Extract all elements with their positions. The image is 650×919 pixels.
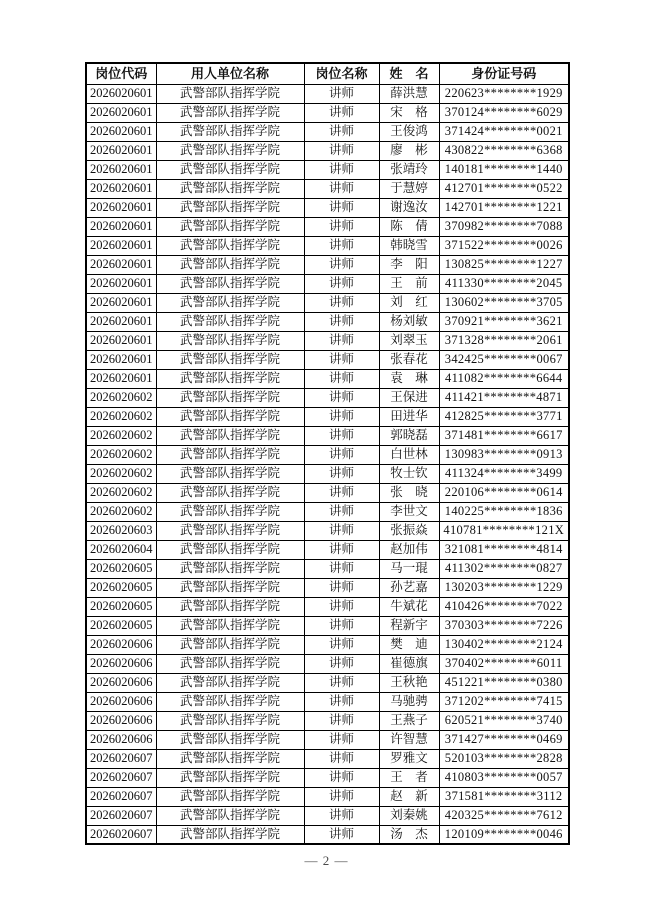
position-code-cell: 2026020601 xyxy=(86,293,156,312)
candidate-name-cell: 马驰骋 xyxy=(379,692,439,711)
position-code-cell: 2026020606 xyxy=(86,654,156,673)
table-row xyxy=(86,635,569,654)
position-code-cell: 2026020607 xyxy=(86,787,156,806)
position-title-cell: 讲师 xyxy=(304,274,379,293)
employer-name-cell: 武警部队指挥学院 xyxy=(156,502,304,521)
position-code-cell: 2026020601 xyxy=(86,369,156,388)
position-title-cell: 讲师 xyxy=(304,521,379,540)
position-code-cell: 2026020601 xyxy=(86,236,156,255)
column-header-position-title: 岗位名称 xyxy=(304,63,379,84)
id-number-cell: 370124********6029 xyxy=(439,103,569,122)
candidate-name-cell: 薛洪慧 xyxy=(379,84,439,103)
position-title-cell: 讲师 xyxy=(304,293,379,312)
candidate-name-cell: 于慧婷 xyxy=(379,179,439,198)
table-row xyxy=(86,217,569,236)
candidate-name-cell: 田进华 xyxy=(379,407,439,426)
position-title-cell: 讲师 xyxy=(304,217,379,236)
position-title-cell: 讲师 xyxy=(304,426,379,445)
position-code-cell: 2026020601 xyxy=(86,312,156,331)
id-number-cell: 411082********6644 xyxy=(439,369,569,388)
position-code-cell: 2026020606 xyxy=(86,730,156,749)
candidate-name-cell: 王 前 xyxy=(379,274,439,293)
candidate-name-cell: 张春花 xyxy=(379,350,439,369)
position-code-cell: 2026020601 xyxy=(86,331,156,350)
id-number-cell: 142701********1221 xyxy=(439,198,569,217)
position-code-cell: 2026020601 xyxy=(86,255,156,274)
employer-name-cell: 武警部队指挥学院 xyxy=(156,806,304,825)
table-row xyxy=(86,597,569,616)
position-title-cell: 讲师 xyxy=(304,635,379,654)
position-code-cell: 2026020602 xyxy=(86,502,156,521)
table-row xyxy=(86,749,569,768)
id-number-cell: 620521********3740 xyxy=(439,711,569,730)
position-code-cell: 2026020607 xyxy=(86,806,156,825)
id-number-cell: 371581********3112 xyxy=(439,787,569,806)
table-row xyxy=(86,255,569,274)
employer-name-cell: 武警部队指挥学院 xyxy=(156,179,304,198)
table-row xyxy=(86,673,569,692)
position-code-cell: 2026020602 xyxy=(86,426,156,445)
employer-name-cell: 武警部队指挥学院 xyxy=(156,559,304,578)
table-row xyxy=(86,616,569,635)
employer-name-cell: 武警部队指挥学院 xyxy=(156,274,304,293)
employer-name-cell: 武警部队指挥学院 xyxy=(156,350,304,369)
table-row xyxy=(86,768,569,787)
candidate-name-cell: 王燕子 xyxy=(379,711,439,730)
position-title-cell: 讲师 xyxy=(304,578,379,597)
id-number-cell: 371427********0469 xyxy=(439,730,569,749)
position-title-cell: 讲师 xyxy=(304,787,379,806)
position-title-cell: 讲师 xyxy=(304,806,379,825)
table-row xyxy=(86,483,569,502)
position-title-cell: 讲师 xyxy=(304,559,379,578)
id-number-cell: 410803********0057 xyxy=(439,768,569,787)
table-row xyxy=(86,787,569,806)
table-row xyxy=(86,274,569,293)
candidate-name-cell: 汤 杰 xyxy=(379,825,439,844)
candidate-name-cell: 韩晓雪 xyxy=(379,236,439,255)
position-code-cell: 2026020605 xyxy=(86,578,156,597)
candidate-name-cell: 刘翠玉 xyxy=(379,331,439,350)
position-title-cell: 讲师 xyxy=(304,141,379,160)
candidate-name-cell: 张靖玲 xyxy=(379,160,439,179)
table-row xyxy=(86,312,569,331)
table-body xyxy=(86,84,569,844)
employer-name-cell: 武警部队指挥学院 xyxy=(156,122,304,141)
position-code-cell: 2026020602 xyxy=(86,388,156,407)
position-title-cell: 讲师 xyxy=(304,483,379,502)
table-row xyxy=(86,388,569,407)
position-title-cell: 讲师 xyxy=(304,407,379,426)
candidate-name-cell: 崔德旗 xyxy=(379,654,439,673)
id-number-cell: 410426********7022 xyxy=(439,597,569,616)
position-title-cell: 讲师 xyxy=(304,84,379,103)
position-title-cell: 讲师 xyxy=(304,502,379,521)
position-title-cell: 讲师 xyxy=(304,103,379,122)
employer-name-cell: 武警部队指挥学院 xyxy=(156,198,304,217)
employer-name-cell: 武警部队指挥学院 xyxy=(156,521,304,540)
candidate-name-cell: 谢逸汝 xyxy=(379,198,439,217)
position-title-cell: 讲师 xyxy=(304,312,379,331)
employer-name-cell: 武警部队指挥学院 xyxy=(156,103,304,122)
employer-name-cell: 武警部队指挥学院 xyxy=(156,84,304,103)
id-number-cell: 370402********6011 xyxy=(439,654,569,673)
employer-name-cell: 武警部队指挥学院 xyxy=(156,597,304,616)
employer-name-cell: 武警部队指挥学院 xyxy=(156,293,304,312)
candidate-name-cell: 杨刘敏 xyxy=(379,312,439,331)
id-number-cell: 371481********6617 xyxy=(439,426,569,445)
position-title-cell: 讲师 xyxy=(304,160,379,179)
employer-name-cell: 武警部队指挥学院 xyxy=(156,141,304,160)
position-code-cell: 2026020602 xyxy=(86,407,156,426)
position-title-cell: 讲师 xyxy=(304,388,379,407)
id-number-cell: 371202********7415 xyxy=(439,692,569,711)
candidate-name-cell: 赵加伟 xyxy=(379,540,439,559)
employer-name-cell: 武警部队指挥学院 xyxy=(156,616,304,635)
position-code-cell: 2026020602 xyxy=(86,464,156,483)
table-row xyxy=(86,236,569,255)
id-number-cell: 410781********121X xyxy=(439,521,569,540)
employer-name-cell: 武警部队指挥学院 xyxy=(156,787,304,806)
table-row xyxy=(86,407,569,426)
table-row xyxy=(86,540,569,559)
position-code-cell: 2026020606 xyxy=(86,692,156,711)
candidate-name-cell: 廖 彬 xyxy=(379,141,439,160)
table-row xyxy=(86,502,569,521)
position-title-cell: 讲师 xyxy=(304,673,379,692)
employer-name-cell: 武警部队指挥学院 xyxy=(156,236,304,255)
candidate-name-cell: 张 晓 xyxy=(379,483,439,502)
position-code-cell: 2026020603 xyxy=(86,521,156,540)
candidate-name-cell: 王保进 xyxy=(379,388,439,407)
position-code-cell: 2026020604 xyxy=(86,540,156,559)
id-number-cell: 371522********0026 xyxy=(439,236,569,255)
position-title-cell: 讲师 xyxy=(304,350,379,369)
position-title-cell: 讲师 xyxy=(304,198,379,217)
table-row xyxy=(86,559,569,578)
candidate-name-cell: 王 者 xyxy=(379,768,439,787)
table-row xyxy=(86,103,569,122)
id-number-cell: 120109********0046 xyxy=(439,825,569,844)
position-title-cell: 讲师 xyxy=(304,692,379,711)
candidate-name-cell: 刘 红 xyxy=(379,293,439,312)
candidate-name-cell: 李世文 xyxy=(379,502,439,521)
table-row xyxy=(86,350,569,369)
candidate-name-cell: 孙艺嘉 xyxy=(379,578,439,597)
position-code-cell: 2026020607 xyxy=(86,768,156,787)
table-row xyxy=(86,179,569,198)
table-row xyxy=(86,464,569,483)
position-code-cell: 2026020602 xyxy=(86,445,156,464)
page-number: — 2 — xyxy=(304,853,349,868)
employer-name-cell: 武警部队指挥学院 xyxy=(156,464,304,483)
table-row xyxy=(86,331,569,350)
employer-name-cell: 武警部队指挥学院 xyxy=(156,673,304,692)
position-title-cell: 讲师 xyxy=(304,179,379,198)
table-row xyxy=(86,369,569,388)
position-code-cell: 2026020607 xyxy=(86,825,156,844)
id-number-cell: 520103********2828 xyxy=(439,749,569,768)
position-title-cell: 讲师 xyxy=(304,654,379,673)
employer-name-cell: 武警部队指挥学院 xyxy=(156,388,304,407)
position-code-cell: 2026020601 xyxy=(86,103,156,122)
position-code-cell: 2026020601 xyxy=(86,84,156,103)
table-row xyxy=(86,293,569,312)
id-number-cell: 370303********7226 xyxy=(439,616,569,635)
table-row xyxy=(86,825,569,844)
table-row xyxy=(86,84,569,103)
candidate-name-cell: 马一琨 xyxy=(379,559,439,578)
candidate-name-cell: 刘秦姚 xyxy=(379,806,439,825)
employer-name-cell: 武警部队指挥学院 xyxy=(156,730,304,749)
table-row xyxy=(86,692,569,711)
id-number-cell: 220623********1929 xyxy=(439,84,569,103)
employer-name-cell: 武警部队指挥学院 xyxy=(156,407,304,426)
employer-name-cell: 武警部队指挥学院 xyxy=(156,331,304,350)
position-title-cell: 讲师 xyxy=(304,597,379,616)
table-row xyxy=(86,521,569,540)
position-title-cell: 讲师 xyxy=(304,825,379,844)
id-number-cell: 130402********2124 xyxy=(439,635,569,654)
id-number-cell: 411324********3499 xyxy=(439,464,569,483)
position-title-cell: 讲师 xyxy=(304,122,379,141)
employer-name-cell: 武警部队指挥学院 xyxy=(156,426,304,445)
id-number-cell: 130983********0913 xyxy=(439,445,569,464)
table-row xyxy=(86,426,569,445)
candidate-name-cell: 袁 琳 xyxy=(379,369,439,388)
id-number-cell: 370982********7088 xyxy=(439,217,569,236)
position-code-cell: 2026020601 xyxy=(86,198,156,217)
position-title-cell: 讲师 xyxy=(304,445,379,464)
id-number-cell: 411302********0827 xyxy=(439,559,569,578)
candidate-name-cell: 李 阳 xyxy=(379,255,439,274)
employer-name-cell: 武警部队指挥学院 xyxy=(156,825,304,844)
position-title-cell: 讲师 xyxy=(304,540,379,559)
id-number-cell: 220106********0614 xyxy=(439,483,569,502)
id-number-cell: 371328********2061 xyxy=(439,331,569,350)
employer-name-cell: 武警部队指挥学院 xyxy=(156,654,304,673)
table-row xyxy=(86,141,569,160)
employer-name-cell: 武警部队指挥学院 xyxy=(156,635,304,654)
id-number-cell: 370921********3621 xyxy=(439,312,569,331)
position-code-cell: 2026020601 xyxy=(86,274,156,293)
id-number-cell: 342425********0067 xyxy=(439,350,569,369)
position-code-cell: 2026020607 xyxy=(86,749,156,768)
candidate-name-cell: 罗雅文 xyxy=(379,749,439,768)
position-code-cell: 2026020601 xyxy=(86,122,156,141)
records-table xyxy=(85,62,570,845)
header-row xyxy=(86,63,569,84)
table-row xyxy=(86,445,569,464)
position-code-cell: 2026020602 xyxy=(86,483,156,502)
employer-name-cell: 武警部队指挥学院 xyxy=(156,711,304,730)
id-number-cell: 130825********1227 xyxy=(439,255,569,274)
employer-name-cell: 武警部队指挥学院 xyxy=(156,540,304,559)
position-code-cell: 2026020605 xyxy=(86,559,156,578)
candidate-name-cell: 赵 新 xyxy=(379,787,439,806)
employer-name-cell: 武警部队指挥学院 xyxy=(156,312,304,331)
employer-name-cell: 武警部队指挥学院 xyxy=(156,369,304,388)
id-number-cell: 412701********0522 xyxy=(439,179,569,198)
table-row xyxy=(86,122,569,141)
id-number-cell: 412825********3771 xyxy=(439,407,569,426)
position-code-cell: 2026020601 xyxy=(86,141,156,160)
employer-name-cell: 武警部队指挥学院 xyxy=(156,160,304,179)
position-code-cell: 2026020601 xyxy=(86,179,156,198)
employer-name-cell: 武警部队指挥学院 xyxy=(156,692,304,711)
id-number-cell: 371424********0021 xyxy=(439,122,569,141)
id-number-cell: 420325********7612 xyxy=(439,806,569,825)
id-number-cell: 140181********1440 xyxy=(439,160,569,179)
id-number-cell: 130602********3705 xyxy=(439,293,569,312)
position-title-cell: 讲师 xyxy=(304,616,379,635)
employer-name-cell: 武警部队指挥学院 xyxy=(156,217,304,236)
table-row xyxy=(86,654,569,673)
column-header-candidate-name: 姓 名 xyxy=(379,63,439,84)
position-title-cell: 讲师 xyxy=(304,768,379,787)
position-code-cell: 2026020605 xyxy=(86,597,156,616)
employer-name-cell: 武警部队指挥学院 xyxy=(156,578,304,597)
position-title-cell: 讲师 xyxy=(304,464,379,483)
position-title-cell: 讲师 xyxy=(304,369,379,388)
table-row xyxy=(86,730,569,749)
position-title-cell: 讲师 xyxy=(304,711,379,730)
candidate-name-cell: 郭晓磊 xyxy=(379,426,439,445)
position-title-cell: 讲师 xyxy=(304,255,379,274)
candidate-name-cell: 程新宇 xyxy=(379,616,439,635)
id-number-cell: 140225********1836 xyxy=(439,502,569,521)
employer-name-cell: 武警部队指挥学院 xyxy=(156,749,304,768)
id-number-cell: 430822********6368 xyxy=(439,141,569,160)
column-header-id-number: 身份证号码 xyxy=(439,63,569,84)
candidate-name-cell: 陈 倩 xyxy=(379,217,439,236)
table-row xyxy=(86,806,569,825)
employer-name-cell: 武警部队指挥学院 xyxy=(156,255,304,274)
position-title-cell: 讲师 xyxy=(304,749,379,768)
table-row xyxy=(86,578,569,597)
employer-name-cell: 武警部队指挥学院 xyxy=(156,768,304,787)
position-code-cell: 2026020605 xyxy=(86,616,156,635)
position-title-cell: 讲师 xyxy=(304,730,379,749)
id-number-cell: 130203********1229 xyxy=(439,578,569,597)
id-number-cell: 411421********4871 xyxy=(439,388,569,407)
candidate-name-cell: 张振焱 xyxy=(379,521,439,540)
candidate-name-cell: 许智慧 xyxy=(379,730,439,749)
id-number-cell: 451221********0380 xyxy=(439,673,569,692)
table-row xyxy=(86,711,569,730)
candidate-name-cell: 王俊鸿 xyxy=(379,122,439,141)
candidate-name-cell: 牧士钦 xyxy=(379,464,439,483)
position-code-cell: 2026020601 xyxy=(86,160,156,179)
employer-name-cell: 武警部队指挥学院 xyxy=(156,483,304,502)
position-code-cell: 2026020601 xyxy=(86,217,156,236)
position-title-cell: 讲师 xyxy=(304,331,379,350)
id-number-cell: 321081********4814 xyxy=(439,540,569,559)
position-code-cell: 2026020601 xyxy=(86,350,156,369)
candidate-name-cell: 白世林 xyxy=(379,445,439,464)
candidate-name-cell: 王秋艳 xyxy=(379,673,439,692)
candidate-name-cell: 樊 迪 xyxy=(379,635,439,654)
table-row xyxy=(86,198,569,217)
column-header-employer-name: 用人单位名称 xyxy=(156,63,304,84)
candidate-name-cell: 牛斌花 xyxy=(379,597,439,616)
position-code-cell: 2026020606 xyxy=(86,635,156,654)
employer-name-cell: 武警部队指挥学院 xyxy=(156,445,304,464)
position-code-cell: 2026020606 xyxy=(86,711,156,730)
column-header-position-code: 岗位代码 xyxy=(86,63,156,84)
position-code-cell: 2026020606 xyxy=(86,673,156,692)
table-row xyxy=(86,160,569,179)
position-title-cell: 讲师 xyxy=(304,236,379,255)
id-number-cell: 411330********2045 xyxy=(439,274,569,293)
candidate-name-cell: 宋 格 xyxy=(379,103,439,122)
